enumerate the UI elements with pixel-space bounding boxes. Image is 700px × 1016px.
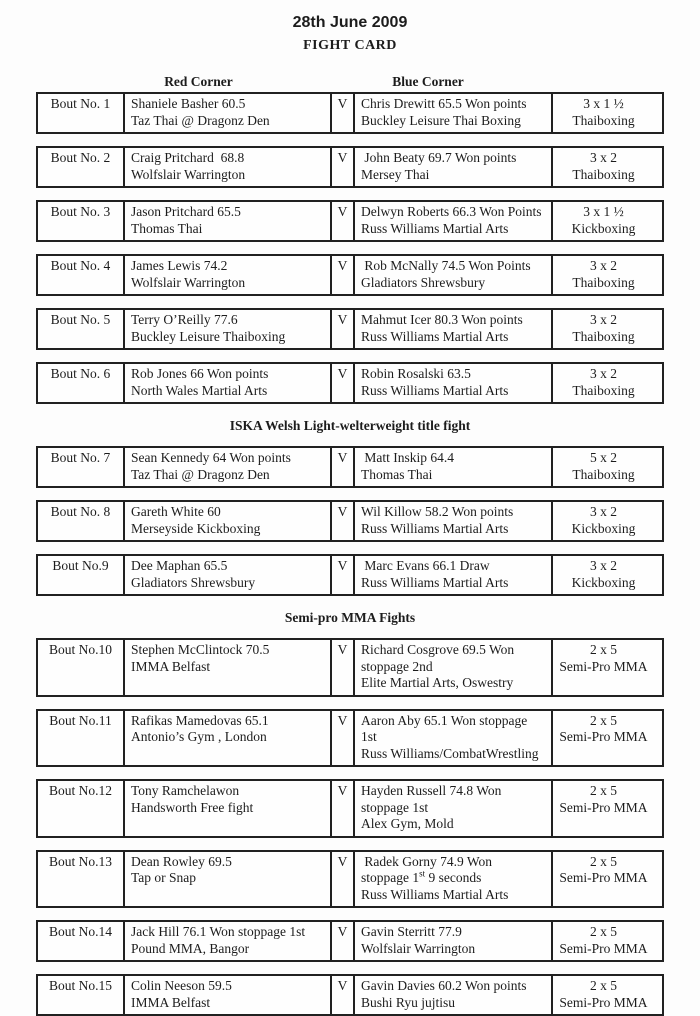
bout-row [36,500,664,542]
red-corner-cell [123,922,330,960]
versus-label: V [337,504,348,519]
red-fighter-line: Pound MMA, Bangor [131,940,250,956]
bout-row [36,92,664,134]
versus-label: V [337,558,348,573]
red-fighter-line: Gareth White 60 [131,504,221,519]
red-fighter-line: Buckley Leisure Thaiboxing [131,328,286,344]
versus-label: V [337,312,348,327]
bout-row [36,779,664,838]
versus-label: V [337,712,348,728]
format-cell [551,781,654,836]
red-fighter-line: IMMA Belfast [131,658,211,674]
versus-cell [330,852,353,907]
blue-fighter-line: Buckley Leisure Thai Boxing [361,112,521,128]
blue-fighter-line: Richard Cosgrove 69.5 Won [361,642,515,657]
format-line: Kickboxing [571,220,636,236]
versus-label: V [337,96,348,111]
format-line: 5 x 2 [590,450,617,465]
bout-number-label: Bout No. 1 [50,96,111,111]
bout-number-cell [38,502,123,540]
format-cell [551,502,654,540]
format-line: Semi-Pro MMA [559,799,648,815]
red-fighter-line: Antonio’s Gym , London [131,729,267,744]
red-corner-cell [123,640,330,695]
red-fighter-line: Colin Neeson 59.5 [131,978,232,993]
format-line: 2 x 5 [590,924,617,939]
red-corner-cell [123,852,330,907]
bout-list [36,92,664,1016]
format-line: Semi-Pro MMA [559,870,648,885]
bout-number-label: Bout No.10 [48,642,112,657]
blue-corner-cell [353,202,551,240]
versus-label: V [337,978,348,993]
versus-cell [330,711,353,766]
format-line: Thaiboxing [572,328,635,344]
versus-cell [330,976,353,1014]
blue-corner-cell [353,448,551,486]
format-cell [551,148,654,186]
format-line: 3 x 2 [590,258,617,273]
bout-row [36,146,664,188]
versus-label: V [337,450,348,465]
red-corner-cell [123,202,330,240]
red-fighter-line: North Wales Martial Arts [131,382,268,398]
red-fighter-line: Terry O’Reilly 77.6 [131,312,238,327]
versus-cell [330,256,353,294]
bout-number-cell [38,976,123,1014]
blue-fighter-line: Elite Martial Arts, Oswestry [361,675,514,690]
versus-cell [330,202,353,240]
blue-fighter-line: Bushi Ryu jujtisu [361,994,455,1010]
bout-number-label: Bout No. 4 [50,258,111,273]
red-corner-cell [123,94,330,132]
red-corner-cell [123,556,330,594]
blue-fighter-line: 1st [361,729,377,744]
blue-corner-cell [353,256,551,294]
blue-fighter-line: Marc Evans 66.1 Draw [361,558,490,573]
blue-fighter-line: Russ Williams Martial Arts [361,886,509,902]
red-fighter-line: Tap or Snap [131,870,197,885]
blue-fighter-line: Gavin Davies 60.2 Won points [361,978,527,993]
blue-corner-cell [353,502,551,540]
format-cell [551,310,654,348]
format-line: 3 x 2 [590,366,617,381]
red-fighter-line: Stephen McClintock 70.5 [131,642,270,657]
format-line: 2 x 5 [590,853,617,869]
bout-number-cell [38,556,123,594]
bout-number-cell [38,94,123,132]
bout-row [36,308,664,350]
format-line: 3 x 2 [590,558,617,573]
bout-number-label: Bout No.13 [48,853,112,869]
blue-corner-cell [353,640,551,695]
bout-number-cell [38,364,123,402]
blue-fighter-line: Russ Williams Martial Arts [361,382,509,398]
format-line: Thaiboxing [572,274,635,290]
blue-corner-cell [353,556,551,594]
blue-corner-cell [353,852,551,907]
format-cell [551,922,654,960]
bout-row [36,254,664,296]
format-line: Thaiboxing [572,382,635,398]
versus-label: V [337,150,348,165]
bout-number-label: Bout No. 3 [50,204,111,219]
blue-fighter-line: Rob McNally 74.5 Won Points [361,258,531,273]
format-cell [551,256,654,294]
versus-cell [330,94,353,132]
bout-number-label: Bout No. 2 [50,150,111,165]
versus-label: V [337,853,348,869]
blue-fighter-line: Chris Drewitt 65.5 Won points [361,96,527,111]
section-header: Semi-pro MMA Fights [284,610,416,625]
blue-corner-cell [353,781,551,836]
blue-corner-cell [353,310,551,348]
bout-row [36,974,664,1016]
versus-label: V [337,366,348,381]
bout-number-cell [38,148,123,186]
versus-cell [330,922,353,960]
blue-fighter-line: Wolfslair Warrington [361,940,476,956]
blue-fighter-line: stoppage 1st 9 seconds [361,868,482,885]
red-fighter-line: Tony Ramchelawon [131,783,240,798]
versus-cell [330,310,353,348]
format-line: 2 x 5 [590,978,617,993]
blue-fighter-line: John Beaty 69.7 Won points [361,150,517,165]
red-corner-cell [123,256,330,294]
format-cell [551,448,654,486]
bout-number-cell [38,256,123,294]
versus-label: V [337,642,348,657]
bout-number-label: Bout No.15 [48,978,112,993]
event-date-title: 28th June 2009 [292,14,408,31]
format-line: 3 x 1 ½ [583,204,624,219]
format-cell [551,556,654,594]
bout-number-cell [38,310,123,348]
format-cell [551,711,654,766]
blue-fighter-line: Russ Williams Martial Arts [361,574,509,590]
red-fighter-line: IMMA Belfast [131,994,211,1010]
page-title: FIGHT CARD [303,38,397,53]
red-corner-header: Red Corner [164,74,233,89]
section-header: ISKA Welsh Light-welterweight title fight [229,418,471,433]
red-fighter-line: Jason Pritchard 65.5 [131,204,241,219]
red-corner-cell [123,781,330,836]
red-fighter-line: Taz Thai @ Dragonz Den [131,466,270,482]
bout-number-cell [38,711,123,766]
bout-row [36,554,664,596]
format-line: Semi-Pro MMA [559,994,648,1010]
bout-number-cell [38,922,123,960]
bout-row [36,638,664,697]
format-cell [551,640,654,695]
red-fighter-line: Wolfslair Warrington [131,274,246,290]
format-line: Semi-Pro MMA [559,940,648,956]
format-line: Thaiboxing [572,112,635,128]
red-corner-cell [123,364,330,402]
red-fighter-line: Merseyside Kickboxing [131,520,261,536]
format-cell [551,364,654,402]
format-line: 3 x 2 [590,150,617,165]
blue-corner-cell [353,364,551,402]
blue-corner-cell [353,922,551,960]
bout-number-label: Bout No.11 [49,712,112,728]
format-line: 2 x 5 [590,783,617,798]
blue-fighter-line: Gavin Sterritt 77.9 [361,924,462,939]
blue-fighter-line: Russ Williams Martial Arts [361,328,509,344]
format-line: Kickboxing [571,574,636,590]
red-fighter-line: Dee Maphan 65.5 [131,558,228,573]
bout-row [36,850,664,909]
bout-number-cell [38,202,123,240]
blue-fighter-line: Matt Inskip 64.4 [361,450,454,465]
blue-fighter-line: Russ Williams Martial Arts [361,220,509,236]
blue-corner-header: Blue Corner [392,74,464,89]
bout-row [36,446,664,488]
format-line: Semi-Pro MMA [559,729,648,744]
red-fighter-line: Shaniele Basher 60.5 [131,96,246,111]
red-fighter-line: Gladiators Shrewsbury [131,574,256,590]
red-corner-cell [123,448,330,486]
bout-number-label: Bout No. 5 [50,312,111,327]
bout-number-cell [38,640,123,695]
format-line: 2 x 5 [590,642,617,657]
red-corner-cell [123,502,330,540]
blue-fighter-line: Alex Gym, Mold [361,816,454,831]
blue-fighter-line: stoppage 2nd [361,658,433,674]
bout-row [36,920,664,962]
format-cell [551,202,654,240]
blue-fighter-line: Thomas Thai [361,466,433,482]
blue-fighter-line: Radek Gorny 74.9 Won [361,853,493,869]
format-line: Thaiboxing [572,466,635,482]
bout-row [36,362,664,404]
blue-fighter-line: Wil Killow 58.2 Won points [361,504,514,519]
versus-cell [330,556,353,594]
format-line: Thaiboxing [572,166,635,182]
format-cell [551,94,654,132]
red-corner-cell [123,976,330,1014]
red-fighter-line: Sean Kennedy 64 Won points [131,450,291,465]
bout-number-label: Bout No. 7 [50,450,111,465]
versus-cell [330,148,353,186]
red-corner-cell [123,148,330,186]
versus-cell [330,448,353,486]
versus-cell [330,640,353,695]
blue-fighter-line: Gladiators Shrewsbury [361,274,486,290]
versus-label: V [337,924,348,939]
format-cell [551,976,654,1014]
bout-number-cell [38,448,123,486]
bout-number-cell [38,852,123,907]
bout-number-label: Bout No.14 [48,924,112,939]
red-corner-cell [123,711,330,766]
versus-label: V [337,258,348,273]
red-corner-cell [123,310,330,348]
format-line: Kickboxing [571,520,636,536]
bout-number-label: Bout No.9 [52,558,109,573]
red-fighter-line: Wolfslair Warrington [131,166,246,182]
blue-fighter-line: Robin Rosalski 63.5 [361,366,471,381]
blue-fighter-line: Aaron Aby 65.1 Won stoppage [361,712,528,728]
red-fighter-line: Jack Hill 76.1 Won stoppage 1st [131,924,306,939]
format-line: Semi-Pro MMA [559,658,648,674]
versus-cell [330,364,353,402]
format-cell [551,852,654,907]
bout-number-label: Bout No.12 [48,783,112,798]
bout-number-cell [38,781,123,836]
blue-corner-cell [353,711,551,766]
format-line: 3 x 1 ½ [583,96,624,111]
blue-fighter-line: Russ Williams/CombatWrestling [361,745,539,761]
red-fighter-line: Taz Thai @ Dragonz Den [131,112,270,128]
blue-fighter-line: Hayden Russell 74.8 Won [361,783,502,798]
bout-number-label: Bout No. 6 [50,366,111,381]
versus-cell [330,502,353,540]
format-line: 2 x 5 [590,712,617,728]
blue-fighter-line: Russ Williams Martial Arts [361,520,509,536]
format-line: 3 x 2 [590,504,617,519]
bout-number-label: Bout No. 8 [50,504,111,519]
versus-label: V [337,783,348,798]
blue-corner-cell [353,94,551,132]
versus-cell [330,781,353,836]
red-fighter-line: James Lewis 74.2 [131,258,228,273]
blue-fighter-line: Mersey Thai [361,166,430,182]
blue-corner-cell [353,148,551,186]
blue-corner-cell [353,976,551,1014]
red-fighter-line: Handsworth Free fight [131,799,254,815]
blue-fighter-line: stoppage 1st [361,799,429,815]
corner-header-row [36,74,664,90]
red-fighter-line: Rob Jones 66 Won points [131,366,269,381]
bout-row [36,200,664,242]
blue-fighter-line: Delwyn Roberts 66.3 Won Points [361,204,542,219]
red-fighter-line: Thomas Thai [131,220,203,236]
red-fighter-line: Dean Rowley 69.5 [131,853,232,869]
format-line: 3 x 2 [590,312,617,327]
bout-row [36,709,664,768]
red-fighter-line: Craig Pritchard 68.8 [131,150,245,165]
versus-label: V [337,204,348,219]
blue-fighter-line: Mahmut Icer 80.3 Won points [361,312,523,327]
red-fighter-line: Rafikas Mamedovas 65.1 [131,712,269,728]
